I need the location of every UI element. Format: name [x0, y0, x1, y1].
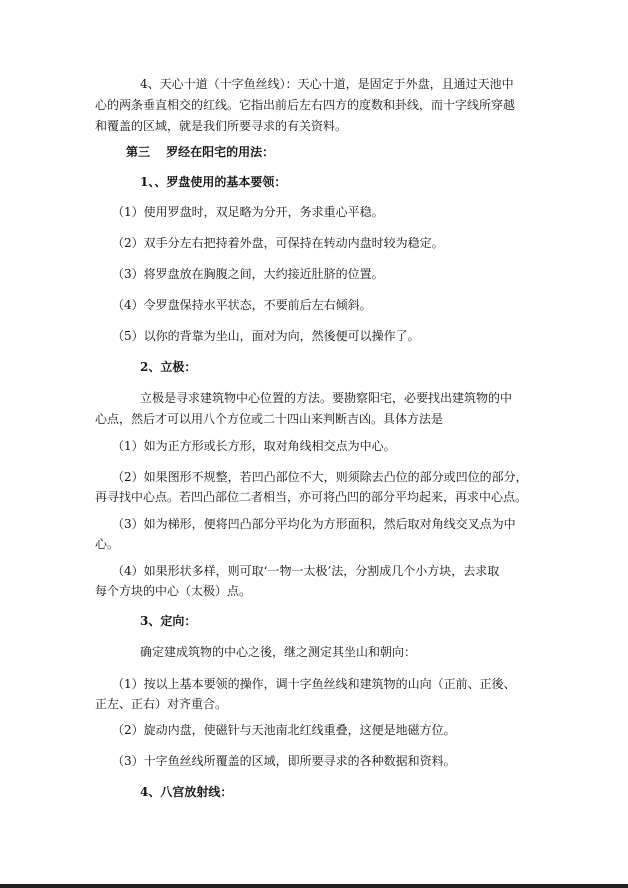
paragraph-line: 和覆盖的区域，就是我们所要寻求的有关资料。: [95, 119, 348, 133]
subsection-heading: 2、立极：: [140, 360, 197, 374]
paragraph-line: 心的两条垂直相交的红线。它指出前后左右四方的度数和卦线，而十字线所穿越: [95, 98, 516, 112]
list-item: （1）如为正方形或长方形，取对角线相交点为中心。: [112, 439, 396, 453]
subsection-heading: 3、定向：: [140, 614, 197, 628]
paragraph-line: 4、天心十道（十字鱼丝线）：天心十道，是固定于外盘，且通过天池中: [140, 77, 514, 91]
list-item-continuation: 再寻找中心点。若凹凸部位二者相当，亦可将凸凹的部分平均起来，再求中心点。: [95, 490, 528, 504]
list-item-continuation: 每个方块的中心（太极）点。: [95, 584, 252, 598]
list-item: （5）以你的背靠为坐山，面对为向，然後便可以操作了。: [112, 329, 420, 343]
paragraph-line: 确定建成筑物的中心之後，继之测定其坐山和朝向：: [140, 645, 417, 659]
subsection-heading: 1、、罗盘使用的基本要领：: [140, 175, 287, 189]
list-item: （4）令罗盘保持水平状态，不要前后左右倾斜。: [112, 298, 372, 312]
list-item: （3）十字鱼丝线所覆盖的区域，即所要寻求的各种数据和资料。: [112, 754, 456, 768]
paragraph-line: 立极是寻求建筑物中心位置的方法。要勘察阳宅，必要找出建筑物的中: [140, 391, 513, 405]
page-bottom-border: [0, 884, 628, 888]
list-item: （2）双手分左右把持着外盘，可保持在转动内盘时较为稳定。: [112, 236, 444, 250]
paragraph-line: 心点，然后才可以用八个方位或二十四山来判断吉凶。具体方法是: [95, 412, 444, 426]
list-item: （2）旋动内盘，使磁针与天池南北红线重叠，这便是地磁方位。: [112, 723, 456, 737]
list-item: （4）如果形状多样，则可取‘一物一太极’法，分割成几个小方块，去求取: [112, 564, 500, 578]
list-item: （1）按以上基本要领的操作，调十字鱼丝线和建筑物的山向（正前、正後、: [112, 677, 516, 691]
list-item: （1）使用罗盘时，双足略为分开，务求重心平稳。: [112, 205, 384, 219]
list-item: （2）如果图形不规整，若凹凸部位不大，则须除去凸位的部分或凹位的部分，: [112, 470, 528, 484]
list-item: （3）如为梯形，便将凹凸部分平均化为方形面积，然后取对角线交叉点为中: [112, 517, 516, 531]
list-item-continuation: 心。: [95, 537, 120, 551]
section-heading: 第三 罗经在阳宅的用法：: [126, 145, 275, 159]
list-item-continuation: 正左、正右）对齐重合。: [95, 697, 228, 711]
subsection-heading: 4、八宫放射线：: [140, 785, 233, 799]
list-item: （3）将罗盘放在胸腹之间，大约接近肚脐的位置。: [112, 267, 384, 281]
